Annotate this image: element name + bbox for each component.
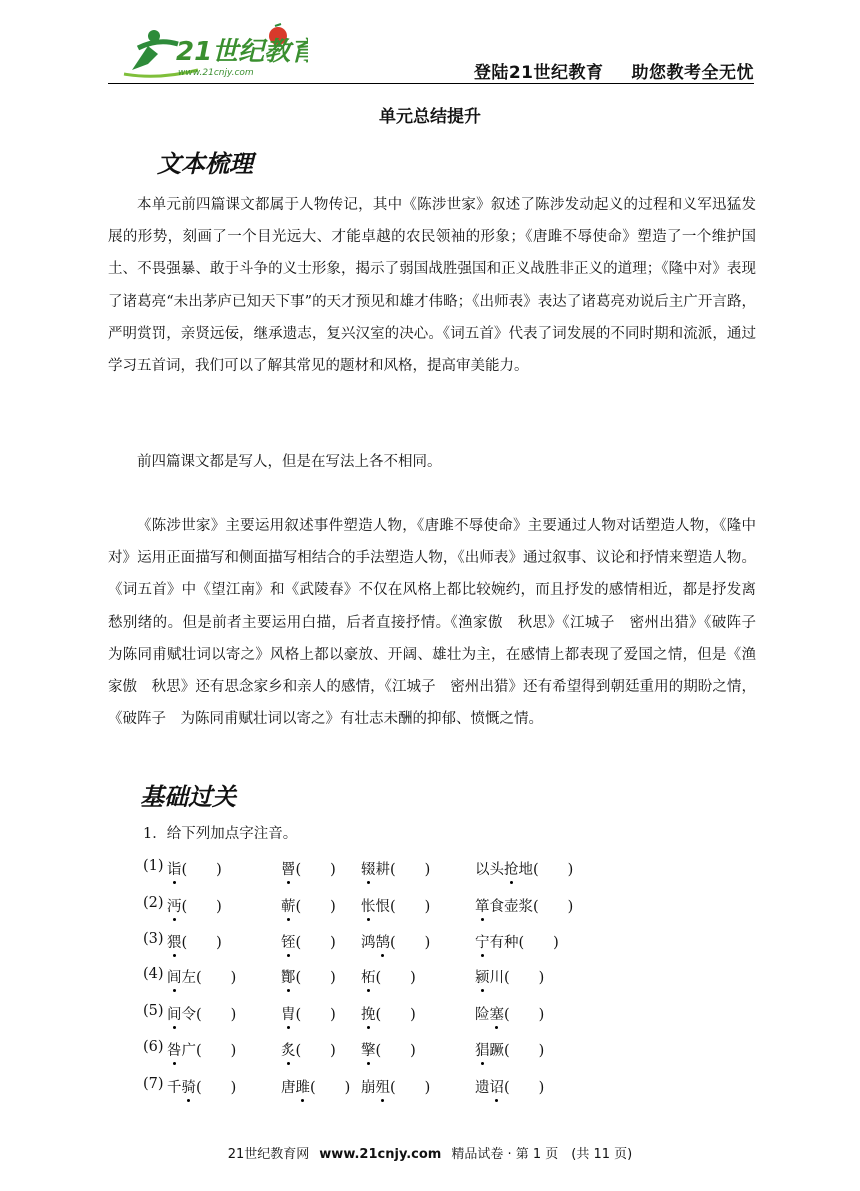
- pinyin-item: [361, 1003, 416, 1024]
- dotted-character: 咎: [167, 1043, 182, 1059]
- answer-blank[interactable]: 蹶( ): [489, 1043, 545, 1059]
- row-number: (4): [143, 966, 164, 982]
- header-divider: [108, 83, 754, 84]
- page-footer: [0, 1143, 860, 1162]
- dotted-character: 柘: [361, 970, 376, 986]
- pinyin-item: [475, 966, 544, 987]
- question-row: [143, 1003, 763, 1027]
- dotted-character: 诣: [167, 862, 182, 878]
- dotted-character: 雎: [295, 1080, 310, 1096]
- answer-blank[interactable]: 恨( ): [375, 899, 431, 915]
- dotted-character: 猖: [475, 1043, 490, 1059]
- logo-text: 21世纪教育: [176, 37, 308, 67]
- pinyin-item: [475, 1039, 544, 1060]
- dotted-character: 怅: [361, 899, 376, 915]
- answer-blank[interactable]: ( ): [504, 1007, 545, 1023]
- page-title: 单元总结提升: [379, 107, 481, 127]
- answer-blank[interactable]: ( ): [295, 1007, 336, 1023]
- item-prefix: 以头: [475, 862, 504, 878]
- dotted-character: 酇: [281, 970, 296, 986]
- footer-url[interactable]: www.21cnjy.com: [319, 1147, 442, 1162]
- pinyin-item: [167, 1076, 236, 1097]
- pinyin-item: [475, 1076, 544, 1097]
- section-heading-basics: 基础过关: [140, 782, 236, 811]
- answer-blank[interactable]: 耕( ): [375, 862, 431, 878]
- pinyin-item: [475, 858, 573, 879]
- pinyin-item: [475, 931, 559, 952]
- pinyin-item: [361, 931, 430, 952]
- answer-blank[interactable]: ( ): [181, 935, 222, 951]
- header-slogan: [474, 58, 754, 83]
- pinyin-item: [361, 1076, 430, 1097]
- question-row: [143, 931, 763, 955]
- pinyin-item: [281, 1039, 336, 1060]
- pinyin-item: [167, 858, 222, 879]
- question-row: [143, 895, 763, 919]
- pinyin-item: [475, 1003, 544, 1024]
- answer-blank[interactable]: ( ): [375, 1043, 416, 1059]
- question-1-prompt: 1．给下列加点字注音。: [143, 826, 298, 842]
- dotted-character: 殂: [375, 1080, 390, 1096]
- item-prefix: 鸿: [361, 935, 376, 951]
- pinyin-item: [361, 966, 416, 987]
- pinyin-item: [281, 1076, 350, 1097]
- answer-blank[interactable]: ( ): [375, 1007, 416, 1023]
- answer-blank[interactable]: ( ): [295, 935, 336, 951]
- answer-blank[interactable]: ( ): [310, 1080, 351, 1096]
- dotted-character: 铚: [281, 935, 296, 951]
- row-number: (1): [143, 858, 164, 874]
- pinyin-item: [361, 895, 430, 916]
- paragraph-3: 《陈涉世家》主要运用叙述事件塑造人物，《唐雎不辱使命》主要通过人物对话塑造人物，《隆中对》运用正面描写和侧面描写相结合的手法塑造人物，《出师表》通过叙事、议论和抒情来塑造人物。《词五首》中《望江南》和《武陵春》不仅在风格上都比较婉约，而且抒发的感情相近，都是抒发离愁别绪的。但是前者主要运用白描，后者直接抒情。《渔家傲 秋思》《江城子 密州出猎》《破阵子 为陈同甫赋壮词以寄之》风格上都以豪放、开阔、雄壮为主，在感情上都表现了爱国之情，但是《渔家傲 秋思》还有思念家乡和亲人的感情，《江城子 密州出猎》还有希望得到朝廷重用的期盼之情，《破阵子 为陈同甫赋壮词以寄之》有壮志未酬的抑郁、愤慨之情。: [108, 518, 771, 728]
- question-row: [143, 966, 763, 990]
- pinyin-item: [361, 858, 430, 879]
- row-number: (3): [143, 931, 164, 947]
- dotted-character: 猥: [167, 935, 182, 951]
- question-row: [143, 858, 763, 882]
- answer-blank[interactable]: ( ): [295, 970, 336, 986]
- answer-blank[interactable]: ( ): [295, 862, 336, 878]
- pinyin-item: [361, 1039, 416, 1060]
- dotted-character: 辍: [361, 862, 376, 878]
- logo-figure-icon: [118, 20, 308, 82]
- dotted-character: 鹄: [375, 935, 390, 951]
- dotted-character: 炙: [281, 1043, 296, 1059]
- answer-blank[interactable]: ( ): [196, 1080, 237, 1096]
- answer-blank[interactable]: ( ): [295, 899, 336, 915]
- dotted-character: 宁: [475, 935, 490, 951]
- answer-blank[interactable]: 川( ): [489, 970, 545, 986]
- dotted-character: 间: [167, 1007, 182, 1023]
- answer-blank[interactable]: 地( ): [518, 862, 574, 878]
- pinyin-item: [281, 931, 336, 952]
- row-number: (6): [143, 1039, 164, 1055]
- answer-blank[interactable]: ( ): [390, 1080, 431, 1096]
- pinyin-item: [475, 895, 573, 916]
- header-right-text: 助您教考全无忧: [631, 63, 754, 83]
- answer-blank[interactable]: ( ): [181, 899, 222, 915]
- pinyin-item: [281, 966, 336, 987]
- paragraph-1: 本单元前四篇课文都属于人物传记，其中《陈涉世家》叙述了陈涉发动起义的过程和义军迅猛发展的形势，刻画了一个目光远大、才能卓越的农民领袖的形象；《唐雎不辱使命》塑造了一个维护国土、不畏强暴、敢于斗争的义士形象，揭示了弱国战胜强国和正义战胜非正义的道理；《隆中对》表现了诸葛亮“未出茅庐已知天下事”的天才预见和雄才伟略；《出师表》表达了诸葛亮劝说后主广开言路，严明赏罚，亲贤远佞，继承遗志，复兴汉室的决心。《词五首》代表了词发展的不同时期和流派，通过学习五首词，我们可以了解其常见的题材和风格，提高审美能力。: [108, 197, 756, 375]
- answer-blank[interactable]: ( ): [390, 935, 431, 951]
- section-heading-text-review: 文本梳理: [157, 149, 253, 178]
- pinyin-item: [281, 1003, 336, 1024]
- pinyin-item: [167, 895, 222, 916]
- dotted-character: 胄: [281, 1007, 296, 1023]
- pinyin-item: [281, 858, 336, 879]
- answer-blank[interactable]: ( ): [181, 862, 222, 878]
- dotted-character: 骑: [181, 1080, 196, 1096]
- dotted-character: 闾: [167, 970, 182, 986]
- row-number: (7): [143, 1076, 164, 1092]
- answer-blank[interactable]: 有种( ): [489, 935, 559, 951]
- site-logo[interactable]: [118, 20, 308, 82]
- item-prefix: 险: [475, 1007, 490, 1023]
- footer-page-info: 精品试卷 · 第 1 页 (共 11 页): [451, 1147, 633, 1162]
- dotted-character: 颍: [475, 970, 490, 986]
- answer-blank[interactable]: 左( ): [181, 970, 237, 986]
- dotted-character: 诏: [489, 1080, 504, 1096]
- dotted-character: 擎: [361, 1043, 376, 1059]
- answer-blank[interactable]: ( ): [295, 1043, 336, 1059]
- question-row: [143, 1076, 763, 1100]
- dotted-character: 挽: [361, 1007, 376, 1023]
- pinyin-item: [167, 966, 236, 987]
- answer-blank[interactable]: 令( ): [181, 1007, 237, 1023]
- pinyin-item: [167, 1003, 236, 1024]
- item-prefix: 崩: [361, 1080, 376, 1096]
- item-prefix: 唐: [281, 1080, 296, 1096]
- dotted-character: 抢: [504, 862, 519, 878]
- logo-url: www.21cnjy.com: [178, 68, 254, 78]
- answer-blank[interactable]: ( ): [375, 970, 416, 986]
- pinyin-item: [281, 895, 336, 916]
- header-left-text: 登陆21世纪教育: [473, 63, 604, 83]
- answer-blank[interactable]: 食壶浆( ): [489, 899, 574, 915]
- pinyin-item: [167, 931, 222, 952]
- answer-blank[interactable]: ( ): [504, 1080, 545, 1096]
- pinyin-item: [167, 1039, 236, 1060]
- paragraph-2: 前四篇课文都是写人，但是在写法上各不相同。: [137, 454, 442, 470]
- dotted-character: 罾: [281, 862, 296, 878]
- footer-site: 21世纪教育网: [227, 1147, 310, 1162]
- item-prefix: 遗: [475, 1080, 490, 1096]
- dotted-character: 箪: [475, 899, 490, 915]
- item-prefix: 千: [167, 1080, 182, 1096]
- dotted-character: 蕲: [281, 899, 296, 915]
- row-number: (5): [143, 1003, 164, 1019]
- dotted-character: 塞: [489, 1007, 504, 1023]
- row-number: (2): [143, 895, 164, 911]
- dotted-character: 沔: [167, 899, 182, 915]
- question-row: [143, 1039, 763, 1063]
- answer-blank[interactable]: 广( ): [181, 1043, 237, 1059]
